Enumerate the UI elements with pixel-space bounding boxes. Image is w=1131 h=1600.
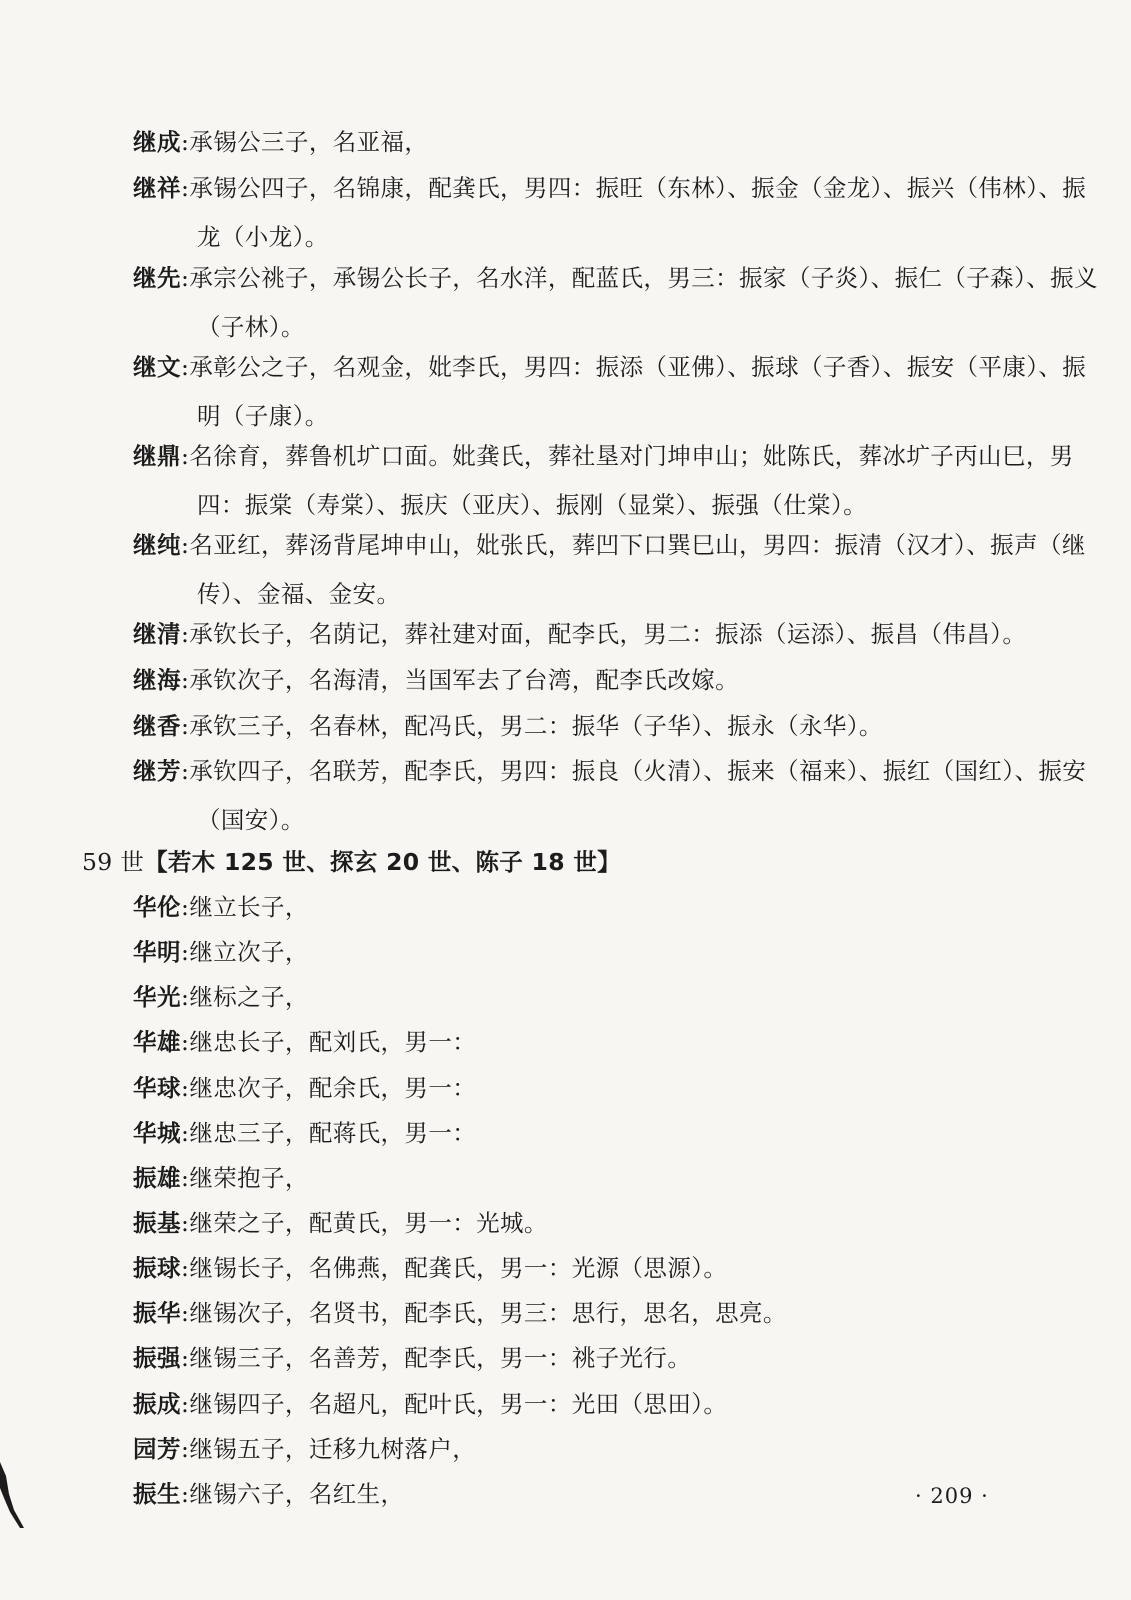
entry-text: 继忠次子，配余氏，男一： (189, 1074, 477, 1102)
genealogy-entry (133, 164, 1102, 262)
genealogy-entry (133, 1018, 1102, 1067)
entry-name: 继香 (133, 712, 181, 740)
entry-text: 承锡公四子，名锦康，配龚氏，男四：振旺（东林）、振金（金龙）、振兴（伟林）、振龙（小龙）。 (189, 174, 1087, 251)
entry-text: 继锡六子，名红生， (189, 1480, 405, 1508)
genealogy-entry (133, 928, 1102, 977)
entry-name: 华明 (133, 938, 181, 966)
entry-name: 继文 (133, 353, 181, 381)
genealogy-entry (133, 702, 1102, 751)
entry-name: 华城 (133, 1119, 181, 1147)
entry-name: 振雄 (133, 1164, 181, 1192)
entry-name: 华伦 (133, 893, 181, 921)
entry-text: 继立次子， (189, 938, 309, 966)
genealogy-entry (133, 118, 1102, 167)
entry-text: 继锡五子，迁移九树落户， (189, 1435, 477, 1463)
entry-text: 继立长子， (189, 893, 309, 921)
entry-colon: : (181, 1119, 190, 1147)
entry-colon: : (181, 1480, 190, 1508)
entry-name: 园芳 (133, 1435, 181, 1463)
page-number: · 209 · (915, 1484, 989, 1508)
genealogy-entry (133, 521, 1102, 619)
entry-name: 振生 (133, 1480, 181, 1508)
genealogy-entry (133, 1334, 1102, 1383)
entry-name: 振基 (133, 1209, 181, 1237)
entry-colon: : (181, 712, 190, 740)
genealogy-entry (133, 747, 1102, 845)
entry-colon: : (181, 893, 190, 921)
entry-colon: : (181, 128, 190, 156)
entry-colon: : (181, 174, 190, 202)
entry-name: 继先 (133, 264, 181, 292)
entry-colon: : (181, 1344, 190, 1372)
entry-name: 继纯 (133, 531, 181, 559)
entry-colon: : (181, 1164, 190, 1192)
entry-colon: : (181, 1435, 190, 1463)
entry-text: 继锡长子，名佛燕，配龚氏，男一：光源（思源）。 (189, 1254, 728, 1282)
genealogy-entry (133, 254, 1102, 352)
genealogy-entry (133, 883, 1102, 932)
entry-text: 承锡公三子，名亚福， (189, 128, 429, 156)
entry-text: 继锡次子，名贤书，配李氏，男三：思行，思名，思亮。 (189, 1299, 787, 1327)
genealogy-entry (133, 1199, 1102, 1248)
entry-name: 继芳 (133, 757, 181, 785)
entry-name: 振华 (133, 1299, 181, 1327)
entry-text: 名徐育，葬鲁机圹口面。妣龚氏，葬社垦对门坤申山；妣陈氏，葬冰圹子丙山巳，男四：振棠（寿棠）、振庆（亚庆）、振刚（显棠）、振强（仕棠）。 (189, 442, 1074, 519)
entry-name: 继祥 (133, 174, 181, 202)
entry-name: 继海 (133, 666, 181, 694)
entry-colon: : (181, 442, 190, 470)
genealogy-entry (133, 656, 1102, 705)
entry-colon: : (181, 666, 190, 694)
entry-name: 华球 (133, 1074, 181, 1102)
entry-text: 承钦三子，名春林，配冯氏，男二：振华（子华）、振永（永华）。 (189, 712, 883, 740)
genealogy-entry (133, 1380, 1102, 1429)
entry-text: 继锡三子，名善芳，配李氏，男一：祧子光行。 (189, 1344, 692, 1372)
entry-name: 振成 (133, 1390, 181, 1418)
entry-text: 继荣抱子， (189, 1164, 309, 1192)
entry-text: 继锡四子，名超凡，配叶氏，男一：光田（思田）。 (189, 1390, 728, 1418)
entry-text: 承宗公祧子，承锡公长子，名水洋，配蓝氏，男三：振家（子炎）、振仁（子森）、振义（子林）。 (189, 264, 1098, 341)
entry-text: 继忠长子，配刘氏，男一： (189, 1028, 477, 1056)
entry-text: 承钦次子，名海清，当国军去了台湾，配李氏改嫁。 (189, 666, 740, 694)
genealogy-entry (133, 610, 1102, 659)
entry-colon: : (181, 1074, 190, 1102)
genealogy-entry (133, 1425, 1102, 1474)
entry-text: 承彰公之子，名观金，妣李氏，男四：振添（亚佛）、振球（子香）、振安（平康）、振明（子康）。 (189, 353, 1087, 430)
entry-text: 继忠三子，配蒋氏，男一： (189, 1119, 477, 1147)
entry-name: 继成 (133, 128, 181, 156)
entry-colon: : (181, 531, 190, 559)
entry-name: 华雄 (133, 1028, 181, 1056)
entry-name: 振强 (133, 1344, 181, 1372)
entry-colon: : (181, 1209, 190, 1237)
genealogy-entry (133, 1064, 1102, 1113)
generation-number: 59 世 (82, 848, 145, 876)
entry-colon: : (181, 353, 190, 381)
entry-colon: : (181, 264, 190, 292)
entry-colon: : (181, 938, 190, 966)
genealogy-entry (133, 1154, 1102, 1203)
genealogy-entry (133, 973, 1102, 1022)
entry-text: 承钦四子，名联芳，配李氏，男四：振良（火清）、振来（福来）、振红（国红）、振安（国安）。 (189, 757, 1087, 834)
genealogy-entry (133, 432, 1102, 530)
entry-text: 承钦长子，名荫记，葬社建对面，配李氏，男二：振添（运添）、振昌（伟昌）。 (189, 620, 1027, 648)
genealogy-entry (133, 1289, 1102, 1338)
generation-lineage: 【若木 125 世、探玄 20 世、陈子 18 世】 (144, 848, 621, 876)
genealogy-entry (133, 1109, 1102, 1158)
entry-name: 华光 (133, 983, 181, 1011)
entry-name: 继鼎 (133, 442, 181, 470)
entry-colon: : (181, 620, 190, 648)
entry-text: 继标之子， (189, 983, 309, 1011)
entry-colon: : (181, 1299, 190, 1327)
entry-name: 振球 (133, 1254, 181, 1282)
scan-edge-mark (0, 1462, 30, 1532)
entry-colon: : (181, 1390, 190, 1418)
entry-text: 继荣之子，配黄氏，男一：光城。 (189, 1209, 548, 1237)
entry-colon: : (181, 757, 190, 785)
entry-colon: : (181, 1254, 190, 1282)
entry-text: 名亚红，葬汤背尾坤申山，妣张氏，葬凹下口巽巳山，男四：振清（汉才）、振声（继传）、金福、金安。 (189, 531, 1086, 608)
genealogy-entry (133, 343, 1102, 441)
entry-colon: : (181, 1028, 190, 1056)
generation-heading (82, 838, 621, 887)
entry-colon: : (181, 983, 190, 1011)
genealogy-entry (133, 1244, 1102, 1293)
entry-name: 继清 (133, 620, 181, 648)
